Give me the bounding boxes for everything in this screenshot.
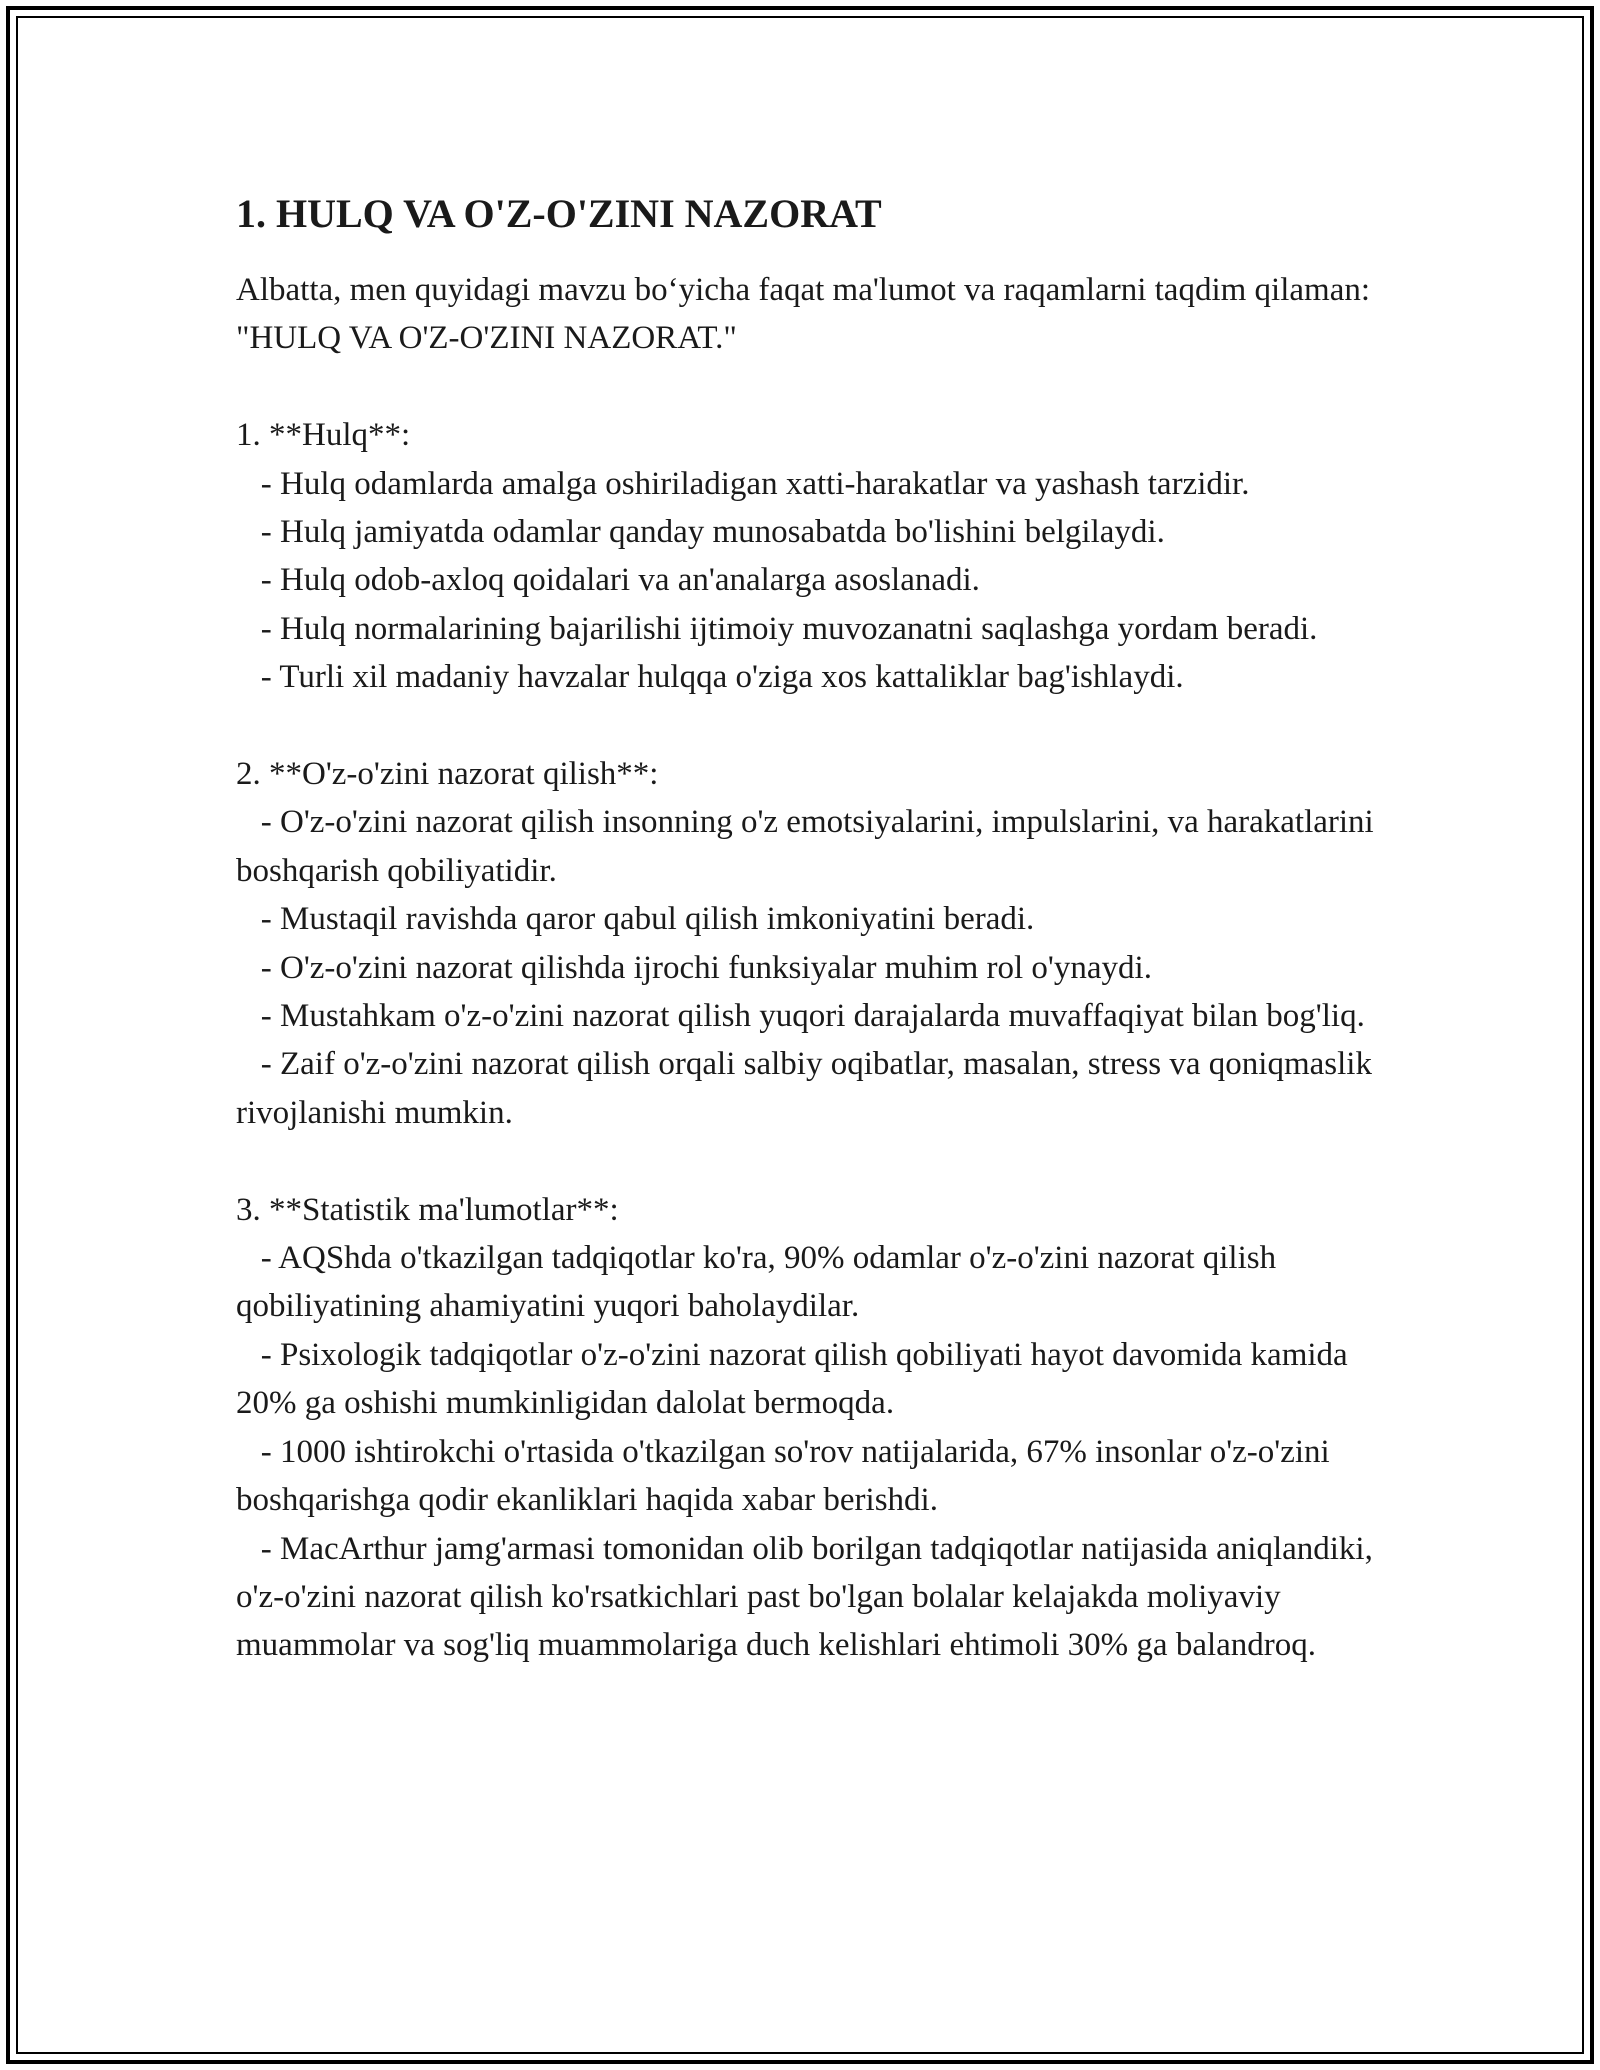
list-item: - Psixologik tadqiqotlar o'z-o'zini nazorat qilish qobiliyati hayot davomida kamida 20% ga oshishi mumkinligidan dalolat bermoqda. [236, 1336, 1356, 1422]
list-item: - Hulq normalarining bajarilishi ijtimoiy muvozanatni saqlashga yordam beradi. [260, 610, 1318, 647]
list-item: - Hulq odamlarda amalga oshiriladigan xatti-harakatlar va yashash tarzidir. [260, 465, 1250, 502]
document-body [236, 266, 1416, 1670]
list-item: - O'z-o'zini nazorat qilish insonning o'z emotsiyalarini, impulslarini, va harakatlarini boshqarish qobiliyatidir. [236, 804, 1382, 889]
list-item: - 1000 ishtirokchi o'rtasida o'tkazilgan so'rov natijalarida, 67% insonlar o'z-o'zini boshqarishga qodir ekanliklari haqida xabar berishdi. [236, 1433, 1338, 1519]
document-content [236, 184, 1416, 1670]
spacer [236, 702, 1416, 750]
spacer [236, 363, 1416, 411]
spacer [236, 1137, 1416, 1185]
section-statistics [236, 1186, 1416, 1670]
intro-paragraph: Albatta, men quyidagi mavzu bo‘yicha faqat ma'lumot va raqamlarni taqdim qilaman: "HULQ VA O'Z-O'ZINI NAZORAT." [236, 272, 1371, 357]
list-item: - MacArthur jamg'armasi tomonidan olib borilgan tadqiqotlar natijasida aniqlandiki, o'z-o'zini nazorat qilish ko'rsatkichlari past bo'lgan bolalar kelajakda moliyaviy muammolar va sog'liq muammolariga duch kelishlari ehtimoli 30% ga balandroq. [236, 1530, 1382, 1664]
list-item: - Mustahkam o'z-o'zini nazorat qilish yuqori darajalarda muvaffaqiyat bilan bog'liq. [260, 998, 1365, 1035]
list-item: - O'z-o'zini nazorat qilishda ijrochi funksiyalar muhim rol o'ynaydi. [260, 949, 1152, 986]
list-item: - Hulq odob-axloq qoidalari va an'analarga asoslanadi. [260, 562, 980, 599]
document-title: 1. HULQ VA O'Z-O'ZINI NAZORAT [236, 191, 882, 236]
list-item: - Turli xil madaniy havzalar hulqqa o'ziga xos kattaliklar bag'ishlaydi. [260, 659, 1184, 696]
section-self-control [236, 750, 1416, 1137]
list-item: - Zaif o'z-o'zini nazorat qilish orqali salbiy oqibatlar, masalan, stress va qoniqmaslik rivojlanishi mumkin. [236, 1046, 1381, 1131]
section-hulq [236, 411, 1416, 701]
section-heading: 3. **Statistik ma'lumotlar**: [236, 1191, 619, 1228]
section-heading: 2. **O'z-o'zini nazorat qilish**: [236, 756, 659, 793]
list-item: - AQShda o'tkazilgan tadqiqotlar ko'ra, 90% odamlar o'z-o'zini nazorat qilish qobiliyatining ahamiyatini yuqori baholaydilar. [236, 1240, 1285, 1325]
list-item: - Hulq jamiyatda odamlar qanday munosabatda bo'lishini belgilaydi. [260, 514, 1165, 551]
section-heading: 1. **Hulq**: [236, 417, 411, 454]
list-item: - Mustaqil ravishda qaror qabul qilish imkoniyatini beradi. [260, 901, 1035, 938]
